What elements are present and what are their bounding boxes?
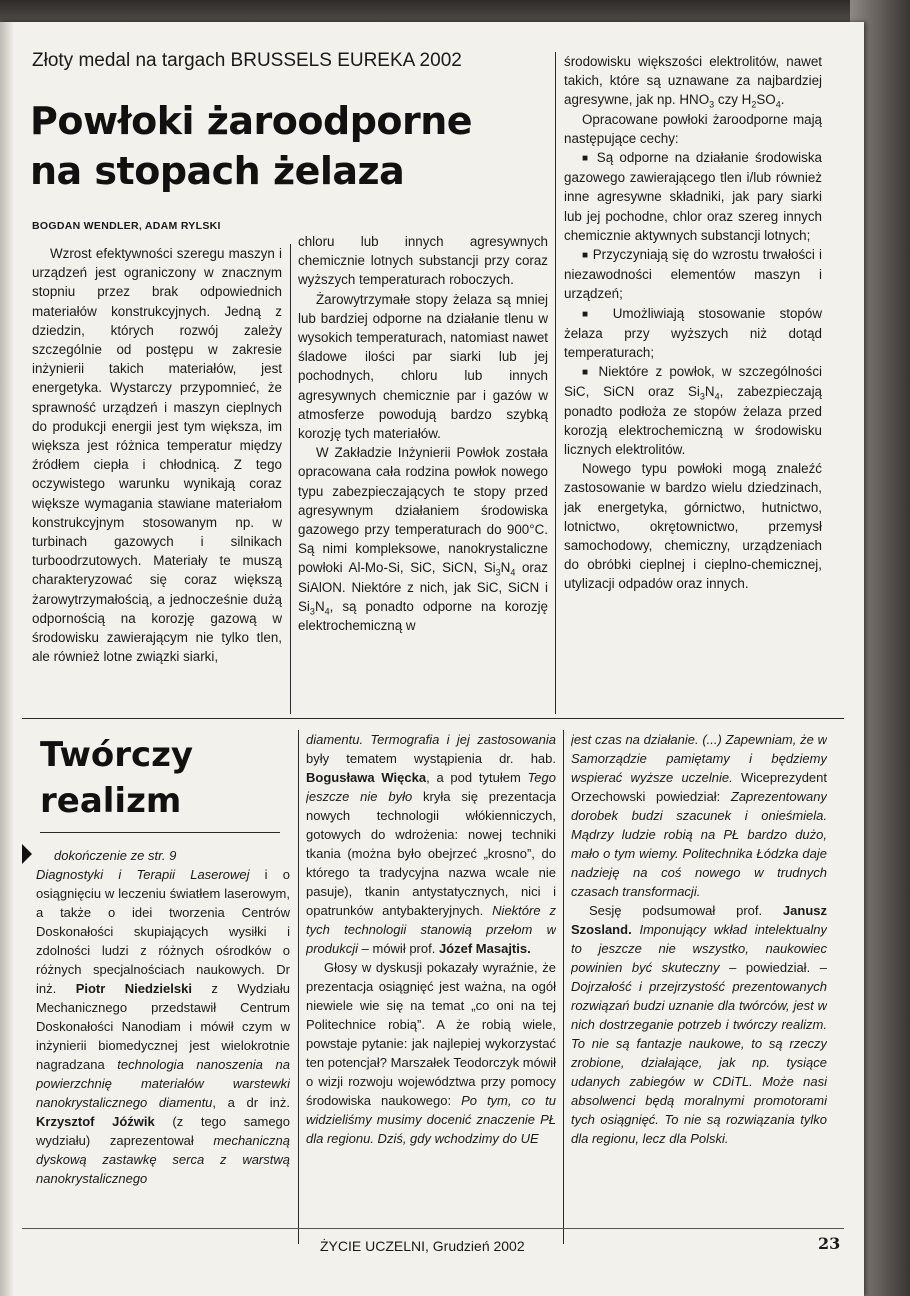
paragraph: Diagnostyki i Terapii Laserowej i o osiągnięciu w leczeniu światłem laserowym, a także o idei tworzenia Centrów Doskonałości skupiających wysiłki i zdolności ludzi z różnych ośrodków o różnych specjalnościach naukowych. Dr inż. Piotr Niedzielski z Wydziału Mechanicznego przedstawił Centrum Doskonałości Nanodiam i mówił czym w inżynierii biomedycznej jest wielokrotnie nagradzana technologia nanoszenia na powierzchnię materiałów warstewki nanokrystalicznego diamentu, a dr inż. Krzysztof Jóźwik (z tego samego wydziału) zaprezentował mechaniczną dyskową zastawkę serca z warstwą nanokrystalicznego <box>36 867 290 1186</box>
article-2-title-line-2: realizm <box>40 781 182 821</box>
magazine-page <box>0 22 864 1296</box>
column-rule <box>555 52 556 714</box>
article-2-column-1 <box>36 846 290 1244</box>
paragraph: Sesję podsumował prof. Janusz Szosland. Imponujący wkład intelektualny to jeszcze nie wszystko, naukowiec powinien być skuteczny – powiedział. – Dojrzałość i przejrzystość prezentowanych rozwiązań budzi uznanie dla twórców, jest w nich dostrzeganie potrzeb i twórczy realizm. To nie są fantazje naukowe, to są rzeczy zrobione, działające, jak np. tysiące udanych zabiegów w CDiTL. Może nasi absolwenci będą moralnymi promotorami tych osiągnięć. To nie są rozwiązania tylko dla regionu, lecz dla Polski. <box>571 903 827 1146</box>
page-number: 23 <box>818 1234 841 1253</box>
paragraph: środowisku większości elektrolitów, nawet takich, które są uznawane za najbardziej agresywne, jak np. $HNO_3$ czy $H_2SO_4$. <box>564 54 822 111</box>
article-2-column-3 <box>571 730 827 1244</box>
column-rule <box>298 730 299 1244</box>
footer-publication: ŻYCIE UCZELNI, Grudzień 2002 <box>320 1238 525 1254</box>
footer-rule <box>22 1228 844 1229</box>
bullet-item: ■ Przyczyniają się do wzrostu trwałości i niezawodności elementów maszyn i urządzeń; <box>564 247 822 302</box>
article-column-2 <box>298 232 548 714</box>
continuation-arrow-icon <box>22 844 32 864</box>
article-byline: BOGDAN WENDLER, ADAM RYLSKI <box>32 220 221 232</box>
paragraph: W Zakładzie Inżynierii Powłok została opracowana cała rodzina powłok nowego typu zabezpieczających te stopy przed agresywnym działaniem środowiska gazowego przy temperaturach do 900°C. Są nimi kompleksowe, nanokrystaliczne powłoki Al-Mo-Si, SiC, SiCN, $Si_3N_4$ oraz SiAlON. Niektóre z nich, jak SiC, SiCN i $Si_3N_4$, są ponadto odporne na korozję elektrochemiczną w <box>298 445 548 634</box>
bullet-item: ■ Umożliwiają stosowanie stopów żelaza przy wyższych niż dotąd temperaturach; <box>564 305 822 361</box>
bullet-item: ■ Są odporne na działanie środowiska gazowego zawierającego tlen i/lub również inne agresywne składniki, jak pary siarki lub jej pochodne, chlor oraz szereg innych chemicznie aktywnych substancji lotnych; <box>564 150 822 243</box>
article-2-title-line-1: Twórczy <box>40 735 194 775</box>
paragraph: chloru lub innych agresywnych chemicznie lotnych substancji przy coraz wyższych temperaturach roboczych. <box>298 234 548 288</box>
paragraph: Żarowytrzymałe stopy żelaza są mniej lub bardziej odporne na działanie tlenu w wysokich temperaturach, natomiast nawet śladowe ilości par siarki lub jej pochodnych, chloru lub innych agresywnych chemicznie par i gazów w atmosferze powodują bardzo szybką korozję tych materiałów. <box>298 291 548 442</box>
paragraph: Głosy w dyskusji pokazały wyraźnie, że prezentacja osiągnięć jest ważna, na ogół niewiele wie się na temat „co oni na tej Politechnice robią”. A że robią wiele, powstaje pytanie: jak najlepiej wykorzystać ten potencjał? Marszałek Teodorczyk mówił o wizji rozwoju województwa przy pomocy środowiska naukowego: Po tym, co tu widzieliśmy musimy docenić znaczenie PŁ dla regionu. Dziś, gdy wchodzimy do UE <box>306 960 556 1146</box>
paragraph: Nowego typu powłoki mogą znaleźć zastosowanie w bardzo wielu dziedzinach, jak energetyka, górnictwo, hutnictwo, lotnictwo, okrętownictwo, przemysł samochodowy, chemiczny, urządzeniach do obróbki cieplnej i cieplno-chemicznej, utylizacji odpadów oraz innych. <box>564 461 822 592</box>
bullet-item: ■ Niektóre z powłok, w szczególności SiC, SiCN oraz $Si_3N_4$, zabezpieczają ponadto podłoża ze stopów żelaza przed korozją elektrochemiczną w środowisku licznych elektrolitów. <box>564 364 822 458</box>
paragraph: Opracowane powłoki żaroodporne mają następujące cechy: <box>564 111 822 146</box>
article-2-title <box>40 732 260 824</box>
article-divider <box>22 718 844 719</box>
paragraph: Wzrost efektywności szeregu maszyn i urządzeń jest ograniczony w znacznym stopniu przez brak odpowiednich materiałów konstrukcyjnych. Jedną z dziedzin, których rozwój zależy szczególnie od postępu w zakresie inżynierii takich materiałów, jest energetyka. Wystarczy przypomnieć, że sprawność urządzeń i maszyn cieplnych do produkcji energii jest tym większa, im większa jest różnica temperatur między źródłem ciepła i chłodnicą. Z tego oczywistego warunku wynikają coraz większe wymagania stawiane materiałom konstrukcyjnym stosowanym np. w turbinach gazowych i silnikach turboodrzutowych. Materiały te muszą charakteryzować się coraz większą żarowytrzymałością, a jednocześnie dużą odpornością na korozję gazową w środowisku zawierającym nie tylko tlen, ale również lotne związki siarki, <box>32 246 282 665</box>
column-rule <box>290 244 291 714</box>
article-column-3 <box>564 52 822 714</box>
paragraph: diamentu. Termografia i jej zastosowania były tematem wystąpienia dr. hab. Bogusława Więcka, a pod tytułem Tego jeszcze nie było kryła się prezentacja nowych technologii włókienniczych, gotowych do wdrożenia: nowej techniki tkania (można było obejrzeć „krosno”, do którego ta tradycyjna nazwa wcale nie pasuje), tkanin antystatycznych, nici i opatrunków antybakteryjnych. Niektóre z tych technologii stanowią przełom w produkcji – mówił prof. Józef Masajtis. <box>306 732 556 956</box>
article-title <box>30 96 530 196</box>
paragraph: jest czas na działanie. (...) Zapewniam, że w Samorządzie pamiętamy i będziemy wspierać wyższe uczelnie. Wiceprezydent Orzechowski powiedział: Zaprezentowany dorobek budzi szacunek i onieśmiela. Mądrzy ludzie robią na PŁ bardzo dużo, mało o tym wiemy. Politechnika Łódzka daje nadzieję na coś nowego w trudnych czasach transformacji. <box>571 732 827 899</box>
continued-note: dokończenie ze str. 9 <box>54 848 177 863</box>
article-column-1 <box>32 244 282 714</box>
column-rule <box>563 730 564 1244</box>
article-title-line-2: na stopach żelaza <box>30 149 405 193</box>
page-gutter-shadow <box>0 22 14 1296</box>
article-2-column-2 <box>306 730 556 1244</box>
article-kicker: Złoty medal na targach BRUSSELS EUREKA 2002 <box>32 50 462 71</box>
title-underline <box>40 832 280 833</box>
article-title-line-1: Powłoki żaroodporne <box>30 99 473 143</box>
